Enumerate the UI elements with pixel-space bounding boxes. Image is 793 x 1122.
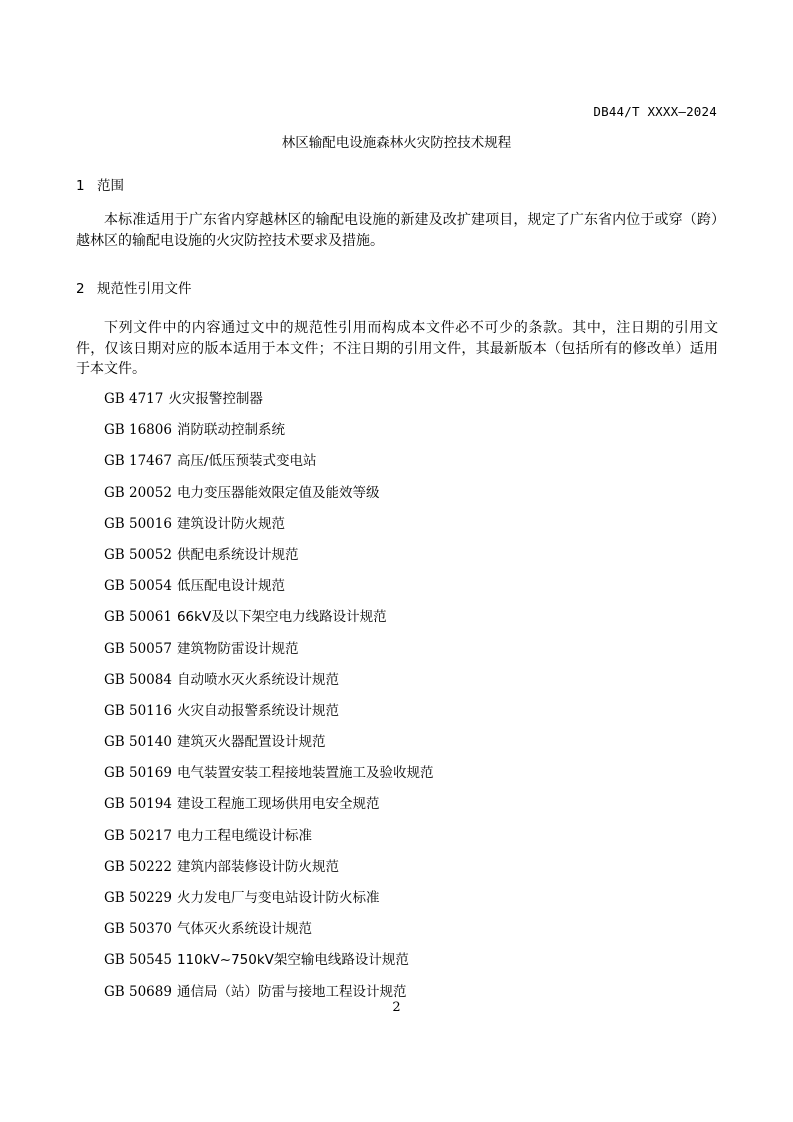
reference-code: GB 50689 bbox=[104, 983, 172, 1000]
reference-title: 建筑灭火器配置设计规范 bbox=[176, 734, 326, 751]
reference-title: 110kV~750kV架空输电线路设计规范 bbox=[176, 952, 409, 969]
reference-item bbox=[104, 419, 433, 450]
reference-code: GB 50140 bbox=[104, 734, 172, 751]
reference-title: 建筑设计防火规范 bbox=[176, 515, 285, 532]
reference-title: 供配电系统设计规范 bbox=[176, 546, 299, 563]
reference-title: 自动喷水灭火系统设计规范 bbox=[176, 671, 339, 688]
reference-item bbox=[104, 388, 433, 419]
reference-item bbox=[104, 856, 433, 887]
reference-list bbox=[104, 388, 433, 1012]
reference-code: GB 50084 bbox=[104, 671, 172, 688]
reference-title: 火力发电厂与变电站设计防火标准 bbox=[176, 890, 380, 906]
reference-item bbox=[104, 669, 433, 700]
reference-title: 火灾报警控制器 bbox=[168, 391, 263, 407]
reference-code: GB 16806 bbox=[104, 422, 172, 439]
section-title: 范围 bbox=[97, 178, 124, 194]
reference-item bbox=[104, 575, 433, 606]
reference-item bbox=[104, 482, 433, 513]
section-title: 规范性引用文件 bbox=[97, 281, 192, 297]
section-number: 2 bbox=[76, 281, 85, 297]
reference-item bbox=[104, 638, 433, 669]
reference-title: 消防联动控制系统 bbox=[176, 422, 285, 439]
reference-title: 高压/低压预装式变电站 bbox=[176, 453, 317, 470]
document-title: 林区输配电设施森林火灾防控技术规程 bbox=[281, 135, 512, 151]
section-heading-scope bbox=[76, 174, 124, 194]
reference-item bbox=[104, 700, 433, 731]
reference-item bbox=[104, 918, 433, 949]
reference-title: 电力工程电缆设计标准 bbox=[176, 827, 312, 844]
reference-code: GB 50370 bbox=[104, 921, 172, 938]
reference-code: GB 50016 bbox=[104, 515, 172, 532]
reference-title: 建筑内部装修设计防火规范 bbox=[176, 858, 339, 875]
reference-item bbox=[104, 887, 433, 918]
reference-item bbox=[104, 513, 433, 544]
reference-code: GB 50229 bbox=[104, 890, 172, 906]
reference-title: 低压配电设计规范 bbox=[176, 578, 285, 595]
reference-code: GB 50061 bbox=[104, 609, 172, 626]
reference-item bbox=[104, 544, 433, 575]
reference-item bbox=[104, 762, 433, 793]
reference-code: GB 50116 bbox=[104, 702, 172, 719]
reference-item bbox=[104, 731, 433, 762]
reference-code: GB 50054 bbox=[104, 578, 172, 595]
page-number: 2 bbox=[392, 1000, 401, 1015]
reference-title: 建筑物防雷设计规范 bbox=[176, 640, 299, 657]
reference-title: 电气装置安装工程接地装置施工及验收规范 bbox=[176, 765, 434, 782]
section-heading-normative-references bbox=[76, 277, 192, 297]
reference-code: GB 50057 bbox=[104, 640, 172, 657]
reference-item bbox=[104, 450, 433, 481]
reference-code: GB 20052 bbox=[104, 484, 172, 501]
reference-code: GB 50545 bbox=[104, 952, 172, 969]
reference-title: 电力变压器能效限定值及能效等级 bbox=[176, 484, 380, 501]
reference-title: 建设工程施工现场供用电安全规范 bbox=[176, 796, 380, 813]
reference-code: GB 50052 bbox=[104, 546, 172, 563]
reference-title: 通信局（站）防雷与接地工程设计规范 bbox=[176, 983, 407, 1000]
document-code: DB44/T XXXX—2024 bbox=[593, 104, 717, 119]
reference-code: GB 50217 bbox=[104, 827, 172, 844]
reference-code: GB 4717 bbox=[104, 391, 164, 407]
reference-title: 火灾自动报警系统设计规范 bbox=[176, 702, 339, 719]
reference-item bbox=[104, 825, 433, 856]
reference-code: GB 17467 bbox=[104, 453, 172, 470]
scope-paragraph: 本标准适用于广东省内穿越林区的输配电设施的新建及改扩建项目，规定了广东省内位于或穿（跨）越林区的输配电设施的火灾防控技术要求及措施。 bbox=[76, 212, 718, 249]
reference-code: GB 50194 bbox=[104, 796, 172, 813]
reference-item bbox=[104, 949, 433, 980]
reference-code: GB 50222 bbox=[104, 858, 172, 875]
section-number: 1 bbox=[76, 178, 85, 194]
reference-title: 气体灭火系统设计规范 bbox=[176, 921, 312, 938]
reference-item bbox=[104, 793, 433, 824]
reference-code: GB 50169 bbox=[104, 765, 172, 782]
reference-title: 66kV及以下架空电力线路设计规范 bbox=[176, 609, 387, 626]
normative-references-paragraph: 下列文件中的内容通过文中的规范性引用而构成本文件必不可少的条款。其中，注日期的引用文件，仅该日期对应的版本适用于本文件；不注日期的引用文件，其最新版本（包括所有的修改单）适用于本文件。 bbox=[76, 320, 718, 377]
reference-item bbox=[104, 606, 433, 637]
